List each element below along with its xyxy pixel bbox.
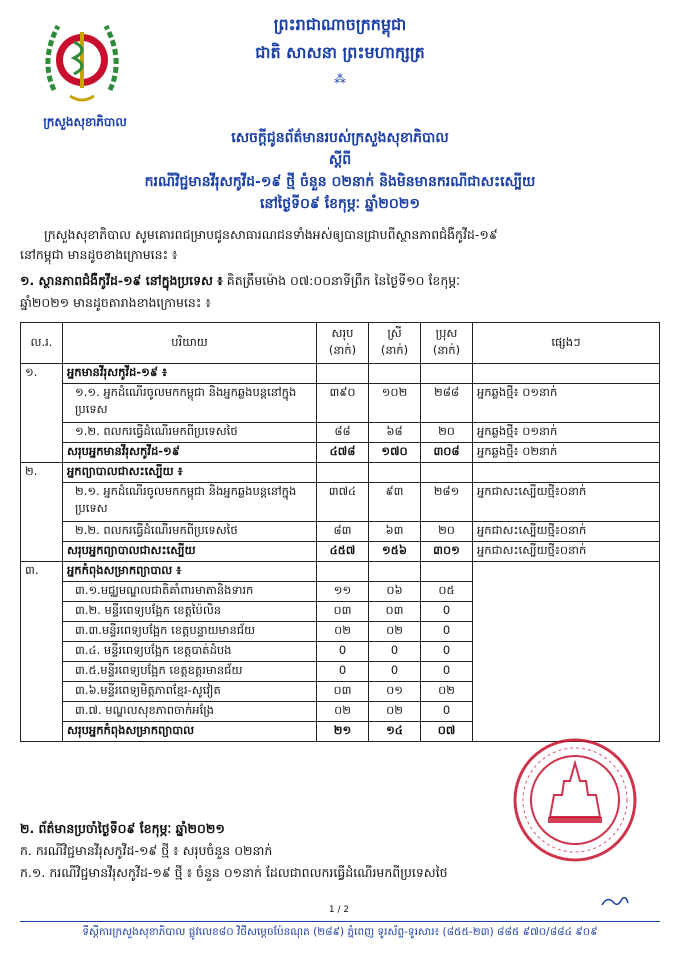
- row-female: 0: [369, 662, 421, 682]
- section1-text: គិតត្រឹមម៉ោង ០៧:០០នាទីព្រឹក នៃថ្ងៃទី១០ ខែកុម្ភៈ: [222, 273, 461, 288]
- row-desc: ២.២. ពលករធ្វើដំណើរមកពីប្រទេសថៃ: [63, 522, 317, 542]
- sum-note: អ្នកឆ្លងថ្មី៖ ០២នាក់: [473, 443, 660, 463]
- table-row: [21, 384, 660, 423]
- row-total: 0: [317, 642, 369, 662]
- row-total: ៣៩០: [317, 384, 369, 423]
- section1-title: ១. ស្ថានភាពជំងឺកូវីដ-១៩ នៅក្នុងប្រទេស ៖: [20, 273, 223, 288]
- section1-text-2: ឆ្នាំ២០២១ មានដូចតារាងខាងក្រោមនេះ ៖: [20, 295, 211, 310]
- row-note: អ្នកជាសះស្បើយថ្មី៖០នាក់: [473, 483, 660, 522]
- row-total: ៨៣: [317, 522, 369, 542]
- footer-divider: [20, 921, 660, 922]
- header-male: ប្រុស (នាក់): [421, 323, 473, 364]
- row-male: ២០: [421, 423, 473, 443]
- covid-stats-table: [20, 322, 660, 742]
- title-line-2: ស្តីពី: [328, 152, 352, 168]
- row-desc: ៣.៧. មណ្ឌលសុខភាពចាក់អង្រែ: [63, 702, 317, 722]
- row-female: ០២: [369, 622, 421, 642]
- sum-male: ៣០៨: [421, 443, 473, 463]
- row-desc: ៣.៣.មន្ទីរពេទ្យបង្អែក ខេត្តបន្ទាយមានជ័យ: [63, 622, 317, 642]
- sum-note: អ្នកជាសះស្បើយថ្មី៖០នាក់: [473, 542, 660, 562]
- row-female: ០២: [369, 702, 421, 722]
- table-row: [21, 483, 660, 522]
- intro-line-2: នៅកម្ពុជា មានដូចខាងក្រោមនេះ ៖: [20, 247, 178, 262]
- row-male: ២០: [421, 522, 473, 542]
- group2-no: ២.: [21, 463, 63, 562]
- row-male: 0: [421, 602, 473, 622]
- row-total: 0: [317, 662, 369, 682]
- sum-male: ០៧: [421, 722, 473, 742]
- row-female: ៦៣: [369, 522, 421, 542]
- row-desc: ៣.៤. មន្ទីរពេទ្យបង្អែក ខេត្តបាត់ដំបង: [63, 642, 317, 662]
- sum-female: ១៧០: [369, 443, 421, 463]
- group1-no: ១.: [21, 364, 63, 463]
- ornament: ⁂: [334, 72, 346, 86]
- header-desc: បរិយាយ: [63, 323, 317, 364]
- row-desc: ៣.១.មជ្ឈមណ្ឌលជាតិគាំពារមាតានិងទារក: [63, 582, 317, 602]
- row-female: ០៣: [369, 602, 421, 622]
- row-male: 0: [421, 662, 473, 682]
- row-note: អ្នកជាសះស្បើយថ្មី៖០នាក់: [473, 522, 660, 542]
- sum-total: ៤៧៨: [317, 443, 369, 463]
- national-motto: ជាតិ សាសនា ព្រះមហាក្សត្រ: [255, 43, 425, 62]
- row-female: ១០២: [369, 384, 421, 423]
- header-note: ផ្សេងៗ: [473, 323, 660, 364]
- sum-total: ២១: [317, 722, 369, 742]
- row-total: ៣៧៤: [317, 483, 369, 522]
- row-male: ២៨១: [421, 483, 473, 522]
- table-row: [21, 562, 660, 582]
- row-desc: ២.១. អ្នកដំណើរចូលមកកម្ពុជា និងអ្នកឆ្លងបន្តនៅក្នុងប្រទេស: [63, 483, 317, 522]
- row-total: ០៣: [317, 682, 369, 702]
- footer-address: ទីស្តីការក្រសួងសុខាភិបាល ផ្លូវលេខ៨០ វិថីសម្តេចប៉ែនណុត (២៨៩) ភ្នំពេញ ទូរស័ព្ទ-ទូរសារ៖ (៨៥៥-២៣) ៨៨៥ ៩៧០/៨៨៤ ៩០៩: [82, 926, 598, 938]
- group3-no: ៣.: [21, 562, 63, 742]
- initials-signature: [600, 893, 630, 909]
- row-female: ៦៨: [369, 423, 421, 443]
- row-desc: ៣.៥.មន្ទីរពេទ្យបង្អែក ខេត្តឧត្តរមានជ័យ: [63, 662, 317, 682]
- section2-item-a1: ក.១. ករណីវិជ្ជមានវីរុសកូវីដ-១៩ ថ្មី ៖ ចំនួន ០១នាក់ ដែលជាពលករធ្វើដំណើរមកពីប្រទេសថៃ: [20, 865, 448, 880]
- row-note: អ្នកឆ្លងថ្មី៖ ០១នាក់: [473, 423, 660, 443]
- row-male: ០២: [421, 682, 473, 702]
- section2-item-a: ក. ករណីវិជ្ជមានវីរុសកូវីដ-១៩ ថ្មី ៖ សរុបចំនួន ០២នាក់: [20, 843, 273, 858]
- group1-title: អ្នកមានវីរុសកូវីដ-១៩ ៖: [63, 364, 317, 384]
- row-male: 0: [421, 622, 473, 642]
- sum-female: ១៤: [369, 722, 421, 742]
- title-line-3: ករណីវិជ្ជមានវីរុសកូវីដ-១៩ ថ្មី ចំនួន ០២នាក់ និងមិនមានករណីជាសះស្បើយ: [144, 174, 536, 190]
- sum-desc: សរុបអ្នកព្យាបាលជាសះស្បើយ: [63, 542, 317, 562]
- row-female: 0: [369, 642, 421, 662]
- table-row: [21, 542, 660, 562]
- header-total: សរុប (នាក់): [317, 323, 369, 364]
- section2-heading: ២. ព័ត៌មានប្រចាំថ្ងៃទី០៩ ខែកុម្ភៈ ឆ្នាំ២០២១: [20, 821, 225, 836]
- row-total: ៨៨: [317, 423, 369, 443]
- row-total: ០២: [317, 702, 369, 722]
- row-desc: ៣.៦.មន្ទីរពេទ្យមិត្តភាពខ្មែរ-សូវៀត: [63, 682, 317, 702]
- header-female: ស្រី (នាក់): [369, 323, 421, 364]
- ministry-logo: [34, 10, 130, 110]
- row-male: ០៥: [421, 582, 473, 602]
- sum-female: ១៥៦: [369, 542, 421, 562]
- table-row: [21, 463, 660, 483]
- row-female: ០១: [369, 682, 421, 702]
- table-row: [21, 443, 660, 463]
- section1-heading: [20, 272, 660, 290]
- table-header-row: [21, 323, 660, 364]
- row-note: អ្នកឆ្លងថ្មី៖ ០១នាក់: [473, 384, 660, 423]
- table-row: [21, 423, 660, 443]
- sum-male: ៣០១: [421, 542, 473, 562]
- sum-desc: សរុបអ្នកមានវីរុសកូវីដ-១៩: [63, 443, 317, 463]
- sum-desc: សរុបអ្នកកំពុងសម្រាកព្យាបាល: [63, 722, 317, 742]
- group3-title: អ្នកកំពុងសម្រាកព្យាបាល ៖: [63, 562, 317, 582]
- row-desc: ១.១. អ្នកដំណើរចូលមកកម្ពុជា និងអ្នកឆ្លងបន្តនៅក្នុងប្រទេស: [63, 384, 317, 423]
- table-row: [21, 364, 660, 384]
- ministry-name: ក្រសួងសុខាភិបាល: [43, 115, 127, 129]
- sum-total: ៤៥៧: [317, 542, 369, 562]
- row-desc: ១.២. ពលករធ្វើដំណើរមកពីប្រទេសថៃ: [63, 423, 317, 443]
- table-row: [21, 522, 660, 542]
- title-line-1: សេចក្តីជូនព័ត៌មានរបស់ក្រសួងសុខាភិបាល: [231, 130, 449, 146]
- row-desc: ៣.២. មន្ទីរពេទ្យបង្អែក ខេត្តប៉ៃលិន: [63, 602, 317, 622]
- row-total: ០២: [317, 622, 369, 642]
- row-female: ៩៣: [369, 483, 421, 522]
- intro-line-1: ក្រសួងសុខាភិបាល សូមគោរពជម្រាបជូនសាធារណជនទាំងអស់ឲ្យបានជ្រាបពីស្ថានភាពជំងឺកូវីដ-១៩: [44, 227, 498, 242]
- kingdom-title: ព្រះរាជាណាចក្រកម្ពុជា: [273, 15, 407, 34]
- row-total: ០៣: [317, 602, 369, 622]
- row-total: ១១: [317, 582, 369, 602]
- page-number: 1 / 2: [328, 905, 350, 915]
- group2-title: អ្នកព្យាបាលជាសះស្បើយ ៖: [63, 463, 317, 483]
- row-male: 0: [421, 702, 473, 722]
- header-no: ល.រ.: [21, 323, 63, 364]
- row-male: 0: [421, 642, 473, 662]
- title-line-4: នៅថ្ងៃទី០៩ ខែកុម្ភៈ ឆ្នាំ២០២១: [260, 196, 420, 212]
- row-female: ០៦: [369, 582, 421, 602]
- official-stamp: [510, 735, 640, 865]
- row-male: ២៨៨: [421, 384, 473, 423]
